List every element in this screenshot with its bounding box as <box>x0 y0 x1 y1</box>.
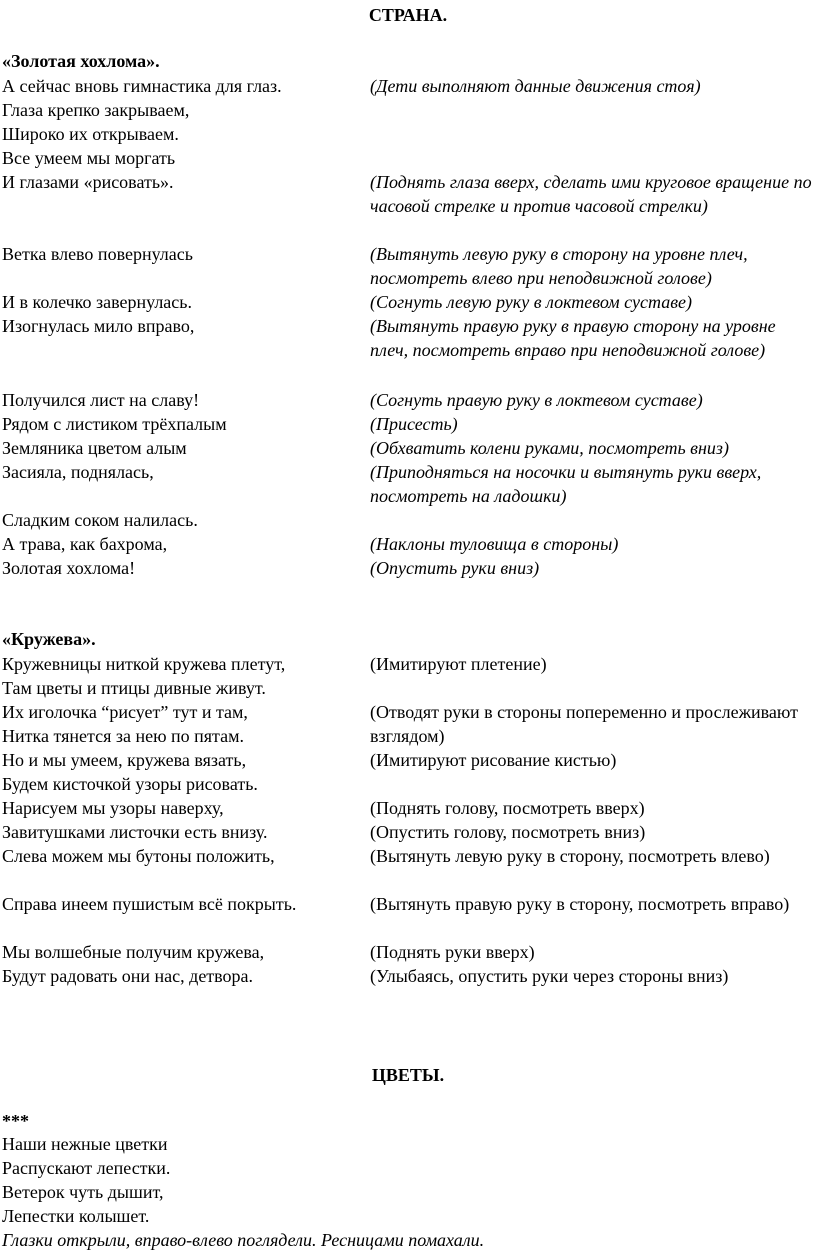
instruction-text: (Опустить голову, посмотреть вниз) <box>370 822 646 842</box>
poem-row <box>2 820 812 844</box>
verse-line: Лепестки колышет. <box>2 1206 150 1226</box>
instruction-text: (Согнуть левую руку в локтевом суставе) <box>370 292 692 312</box>
section-title-golden-khokhloma: «Золотая хохлома». <box>2 51 160 71</box>
instruction-text: (Присесть) <box>370 414 458 434</box>
poem-row <box>2 412 812 436</box>
verse-line: Кружевницы ниткой кружева плетут, <box>2 654 286 674</box>
poem-row <box>2 98 812 122</box>
verse-line: Получился лист на славу! <box>2 390 200 410</box>
poem-row <box>2 74 812 98</box>
poem-row <box>2 652 812 676</box>
top-heading: СТРАНА. <box>368 5 448 25</box>
instruction-text: (Вытянуть левую руку в сторону на уровне плеч, посмотреть влево при неподвижной голове) <box>370 244 748 288</box>
verse-line: Глаза крепко закрываем, <box>2 100 190 120</box>
poem-row <box>2 508 812 532</box>
poem-row <box>2 940 812 964</box>
verse-line: Наши нежные цветки <box>2 1134 168 1154</box>
instruction-text: (Согнуть правую руку в локтевом суставе) <box>370 390 703 410</box>
instruction-text <box>370 508 812 532</box>
verse-line: Рядом с листиком трёхпалым <box>2 414 227 434</box>
poem-row <box>2 772 812 796</box>
instruction-text: (Имитируют плетение) <box>370 654 547 674</box>
verse-line: Нарисуем мы узоры наверху, <box>2 798 224 818</box>
instruction-text: (Улыбаясь, опустить руки через стороны вниз) <box>370 966 729 986</box>
stars-separator: *** <box>2 1111 29 1131</box>
verse-line: Ветерок чуть дышит, <box>2 1182 164 1202</box>
verse-line: И глазами «рисовать». <box>2 172 174 192</box>
instruction-text: (Отводят руки в стороны попеременно и прослеживают взглядом) <box>370 702 798 746</box>
verse-line: Будем кисточкой узоры рисовать. <box>2 774 258 794</box>
instruction-text: (Наклоны туловища в стороны) <box>370 534 619 554</box>
instruction-text: (Имитируют рисование кистью) <box>370 750 617 770</box>
instruction-text: (Вытянуть правую руку в сторону, посмотреть вправо) <box>370 894 790 914</box>
instruction-text: (Вытянуть правую руку в правую сторону на уровне плеч, посмотреть вправо при неподвижной голове) <box>370 316 776 360</box>
verse-line: Все умеем мы моргать <box>2 148 176 168</box>
poem-row <box>2 170 812 218</box>
section-title-lace: «Кружева». <box>2 629 96 649</box>
poem-row <box>2 748 812 772</box>
poem-row <box>2 964 812 988</box>
verse-line: Сладким соком налилась. <box>2 510 198 530</box>
instruction-text: (Поднять голову, посмотреть вверх) <box>370 798 645 818</box>
instruction-text: (Приподняться на носочки и вытянуть руки вверх, посмотреть на ладошки) <box>370 462 762 506</box>
verse-line: Мы волшебные получим кружева, <box>2 942 265 962</box>
flowers-heading: ЦВЕТЫ. <box>371 1065 445 1085</box>
poem-row <box>2 556 812 580</box>
poem-row <box>2 146 812 170</box>
verse-line: Золотая хохлома! <box>2 558 136 578</box>
verse-line: А сейчас вновь гимнастика для глаз. <box>2 76 282 96</box>
poem-row <box>2 314 812 362</box>
poem-row <box>2 460 812 508</box>
instruction-text <box>370 676 812 700</box>
verse-line: Нитка тянется за нею по пятам. <box>2 726 245 746</box>
verse-line: Будут радовать они нас, детвора. <box>2 966 254 986</box>
instruction-text: (Вытянуть левую руку в сторону, посмотреть влево) <box>370 846 770 866</box>
verse-line: И в колечко завернулась. <box>2 292 192 312</box>
verse-line: Распускают лепестки. <box>2 1158 171 1178</box>
verse-line: Справа инеем пушистым всё покрыть. <box>2 894 297 914</box>
verse-line: Но и мы умеем, кружева вязать, <box>2 750 247 770</box>
poem-row <box>2 388 812 412</box>
poem-row <box>2 242 812 290</box>
verse-line: Изогнулась мило вправо, <box>2 316 195 336</box>
poem-row <box>2 796 812 820</box>
poem-row <box>2 532 812 556</box>
verse-line: Там цветы и птицы дивные живут. <box>2 678 266 698</box>
instruction-text: (Обхватить колени руками, посмотреть вниз) <box>370 438 729 458</box>
poem-row <box>2 676 812 700</box>
instruction-text: (Поднять руки вверх) <box>370 942 535 962</box>
poem-row <box>2 290 812 314</box>
poem-row <box>2 844 812 868</box>
instruction-text: (Поднять глаза вверх, сделать ими круговое вращение по часовой стрелке и против часовой стрелки) <box>370 172 812 216</box>
instruction-text: Глазки открыли, вправо-влево поглядели. Ресницами помахали. <box>2 1230 485 1250</box>
verse-line: А трава, как бахрома, <box>2 534 168 554</box>
instruction-text: (Дети выполняют данные движения стоя) <box>370 76 701 96</box>
instruction-text <box>370 122 812 146</box>
verse-line: Слева можем мы бутоны положить, <box>2 846 275 866</box>
verse-line: Завитушками листочки есть внизу. <box>2 822 268 842</box>
poem-row <box>2 122 812 146</box>
poem-row <box>2 892 812 916</box>
instruction-text <box>370 772 812 796</box>
poem-row <box>2 436 812 460</box>
verse-line: Земляника цветом алым <box>2 438 187 458</box>
instruction-text <box>370 146 812 170</box>
instruction-text: (Опустить руки вниз) <box>370 558 540 578</box>
verse-line: Широко их открываем. <box>2 124 179 144</box>
instruction-text <box>370 724 812 748</box>
instruction-text <box>370 98 812 122</box>
verse-line: Ветка влево повернулась <box>2 244 193 264</box>
verse-line: Засияла, поднялась, <box>2 462 154 482</box>
poem-row <box>2 724 812 748</box>
verse-line: Их иголочка “рисует” тут и там, <box>2 702 248 722</box>
